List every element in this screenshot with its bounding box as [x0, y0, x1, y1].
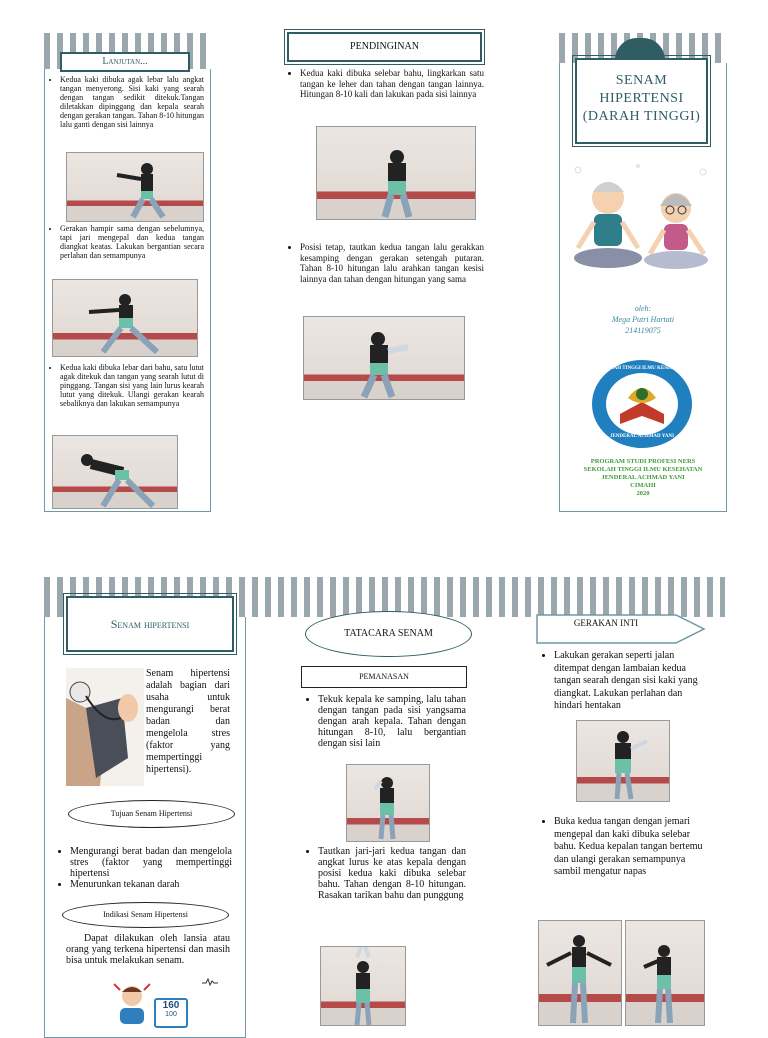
cover-author: Mega Putri Hartati	[611, 315, 675, 324]
core-photo-2	[538, 920, 622, 1026]
top-middle-item-2-text: • Posisi tetap, tautkan kedua tangan lalu gerakkan kesamping dengan gerakan setengah putaran. Tahan 8-10 hitungan lalu arahkan tangan kesisi lainnya dan tahan dengan hitungan yang sama	[300, 242, 484, 284]
indikasi-oval: Indikasi Senam Hipertensi	[62, 902, 229, 928]
tujuan-oval: Tujuan Senam Hipertensi	[68, 800, 235, 828]
pemanasan-label: PEMANASAN	[301, 666, 467, 688]
person-figure	[304, 317, 464, 399]
bottom-middle-item-1	[304, 694, 466, 749]
warmup-photo-2	[320, 946, 406, 1026]
cover-title: SENAM HIPERTENSI (DARAH TINGGI)	[575, 58, 708, 144]
bottom-right-item-1	[540, 650, 704, 713]
person-figure	[577, 721, 669, 801]
cover-program: PROGRAM STUDI PROFESI NERS	[590, 458, 696, 465]
cover-city: CIMAHI	[630, 482, 656, 489]
top-left-item-1-text: • Kedua kaki dibuka agak lebar lalu angkat tangan menyerong. Sisi kaki yang searah dengan tangan sedikit ditekuk.Tangan diletakkan dipinggang dan kepala searah dengan gerakan tangan. Tahan 8-10 hitungan lalu ganti dengan sisi lainnya	[60, 75, 204, 129]
person-figure	[317, 127, 475, 219]
indikasi-text: Dapat dilakukan oleh lansia atau orang yang terkena hipertensi dan masih bisa untuk melakukan senam.	[66, 933, 230, 966]
elderly-yoga-illustration	[568, 160, 718, 280]
logo-ring-text: SEKOLAH TINGGI ILMU KESEHATAN	[596, 366, 688, 371]
tujuan-item-2: • Menurunkan tekanan darah	[70, 879, 232, 890]
bottom-middle-item-2	[304, 846, 466, 901]
cover-by-label: oleh:	[634, 304, 652, 313]
bottom-right-item-2-text: • Buka kedua tangan dengan jemari mengepal dan kaki dibuka selebar bahu. Kedua kepalan tangan bertemu dan ulangi gerakan semampunya sambil mengatur napas	[554, 816, 704, 879]
cover-school2: JENDERAL ACHMAD YANI	[601, 474, 685, 481]
exercise-photo-1	[66, 152, 204, 222]
top-left-item-2-text: • Gerakan hampir sama dengan sebelumnya, tapi jari mengepal dan kedua tangan diangkat keatas. Lakukan bergantian secara perlahan dan semampunya	[60, 224, 204, 260]
warmup-photo-1	[346, 764, 430, 842]
tujuan-list	[56, 846, 232, 890]
person-figure	[539, 921, 621, 1025]
top-middle-item-2	[286, 242, 484, 284]
top-middle-item-1-text: • Kedua kaki dibuka selebar bahu, lingkarkan satu tangan ke leher dan tahan dengan tangan lainnya. Hitungan 8-10 kali dan lakukan pada sisi lainnya	[300, 68, 484, 100]
bottom-right-item-1-text: • Lakukan gerakan seperti jalan ditempat dengan lambaian kedua tangan searah dengan sisi kaki yang diangkat. Lakukan perlahan dan hindari hentakan	[554, 650, 704, 713]
tujuan-item-1: • Mengurangi berat badan dan mengelola stres (faktor yang mempertinggi hipertensi	[70, 846, 232, 879]
person-figure	[626, 921, 704, 1025]
top-left-item-3	[46, 363, 204, 408]
top-left-title: Lanjutan...	[60, 52, 190, 72]
bottom-middle-item-2-text: • Tautkan jari-jari kedua tangan dan angkat lurus ke atas kepala dengan posisi kedua kaki dibuka selebar bahu. Tahan dengan 8-10 hitungan. Rasakan tarikan bahu dan punggung	[318, 846, 466, 901]
exercise-photo-3	[52, 435, 178, 509]
stressed-person-icon	[112, 982, 152, 1024]
tatacara-title: TATACARA SENAM	[305, 611, 472, 657]
bp-bottom-value: 100	[165, 1011, 177, 1018]
cooling-photo-1	[316, 126, 476, 220]
logo-bottom-text: JENDERAL ACHMAD YANI	[609, 434, 675, 439]
person-figure	[53, 436, 177, 508]
cover-nim: 214119075	[625, 326, 661, 335]
core-photo-3	[625, 920, 705, 1026]
bp-top-value: 160	[162, 1000, 180, 1011]
cooling-photo-2	[303, 316, 465, 400]
bottom-left-intro: Senam hipertensi adalah bagian dari usaha untuk mengurangi berat badan dan mengelola stres (faktor yang mempertinggi hipertensi).	[146, 668, 230, 775]
bottom-right-item-2	[540, 816, 704, 879]
person-figure	[53, 280, 197, 356]
bottom-left-title: Senam hipertensi	[66, 596, 234, 652]
person-figure	[67, 153, 203, 221]
top-left-item-2	[46, 224, 204, 260]
core-photo-1	[576, 720, 670, 802]
gerakan-inti-title: GERAKAN INTI	[573, 618, 639, 628]
blood-pressure-cuff-image	[66, 668, 144, 786]
top-left-item-3-text: • Kedua kaki dibuka lebar dari bahu, satu lutut agak ditekuk dan tangan yang searah lutut di pinggang. Tangan sisi yang lain lurus kearah lutut yang ditekuk. Ulangi gerakan kearah sebaliknya dan lakukan semampunya	[60, 363, 204, 408]
person-figure	[347, 765, 429, 841]
exercise-photo-2	[52, 279, 198, 357]
cover-year: 2020	[636, 490, 650, 497]
cover-school: SEKOLAH TINGGI ILMU KESEHATAN	[583, 466, 703, 473]
bottom-middle-item-1-text: • Tekuk kepala ke samping, lalu tahan dengan tangan pada sisi yangsama dengan arah kepala. Tahan dengan hitungan 8-10, lalu bergantian dengan sisi lain	[318, 694, 466, 749]
person-figure	[321, 947, 405, 1025]
top-middle-item-1	[286, 68, 484, 100]
top-middle-title: PENDINGINAN	[287, 32, 482, 62]
top-left-item-1	[46, 75, 204, 129]
pulse-icon	[202, 978, 218, 986]
